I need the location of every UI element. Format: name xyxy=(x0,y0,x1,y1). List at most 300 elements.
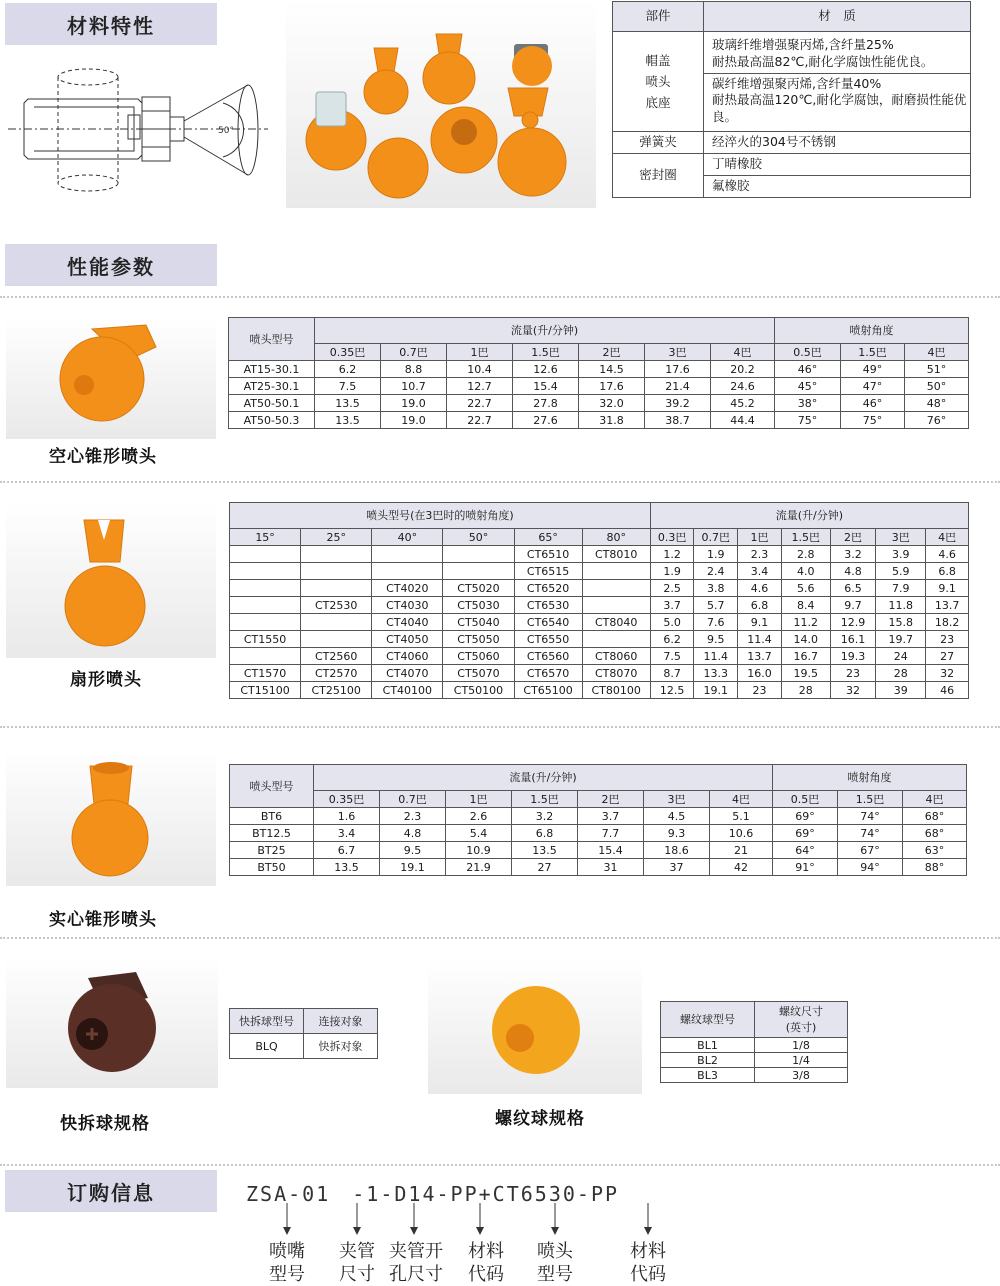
pressure-header: 2巴 xyxy=(579,344,645,361)
table-cell: 11.4 xyxy=(694,648,738,665)
table-cell: 11.2 xyxy=(781,614,830,631)
table-cell: 5.6 xyxy=(781,580,830,597)
quick-release-ball-photo xyxy=(6,958,218,1088)
label-line: 喷嘴 xyxy=(269,1241,305,1262)
table-cell xyxy=(301,563,372,580)
col-header-model: 螺纹球型号 xyxy=(661,1002,755,1038)
table-cell: 10.6 xyxy=(710,825,773,842)
order-label-nozzle-model xyxy=(257,1240,317,1286)
table-cell: 2.3 xyxy=(380,808,446,825)
col-header-flow: 流量(升/分钟) xyxy=(314,765,773,791)
table-cell: 27 xyxy=(512,859,578,876)
table-row xyxy=(230,580,969,597)
table-cell xyxy=(372,546,443,563)
table-cell: 46° xyxy=(841,395,905,412)
table-cell: AT50-50.1 xyxy=(229,395,315,412)
table-cell: 27 xyxy=(926,648,969,665)
table-cell: 46 xyxy=(926,682,969,699)
table-cell: 45.2 xyxy=(711,395,775,412)
table-cell: 21 xyxy=(710,842,773,859)
table-cell: CT4060 xyxy=(372,648,443,665)
table-cell: 4.0 xyxy=(781,563,830,580)
table-cell: 3.8 xyxy=(694,580,738,597)
table-cell: 3.7 xyxy=(578,808,644,825)
col-header-material: 材 质 xyxy=(704,2,971,32)
arrow-down-icon xyxy=(643,1203,653,1236)
table-cell: 24.6 xyxy=(711,378,775,395)
col-header-flow: 流量(升/分钟) xyxy=(315,318,775,344)
angle-header: 25° xyxy=(301,529,372,546)
table-cell: BT50 xyxy=(230,859,314,876)
table-cell: 7.5 xyxy=(650,648,694,665)
table-cell: 9.1 xyxy=(738,614,782,631)
table-cell: 8.8 xyxy=(381,361,447,378)
table-cell: CT5020 xyxy=(443,580,514,597)
table-cell: 76° xyxy=(905,412,969,429)
table-cell: 9.7 xyxy=(830,597,876,614)
pressure-header: 3巴 xyxy=(876,529,926,546)
table-cell: 7.6 xyxy=(694,614,738,631)
nozzle-parts-photo xyxy=(286,0,596,208)
table-row xyxy=(230,825,967,842)
table-cell: CT8070 xyxy=(582,665,650,682)
table-cell: 5.4 xyxy=(446,825,512,842)
table-cell: 39 xyxy=(876,682,926,699)
table-cell: 17.6 xyxy=(579,378,645,395)
table-row xyxy=(230,859,967,876)
table-cell xyxy=(230,580,301,597)
table-cell: 63° xyxy=(903,842,967,859)
table-cell: 3.9 xyxy=(876,546,926,563)
angle-header: 65° xyxy=(514,529,582,546)
table-cell: 68° xyxy=(903,825,967,842)
table-cell: 94° xyxy=(838,859,903,876)
angle-pressure-header: 0.5巴 xyxy=(775,344,841,361)
part-seal: 密封圈 xyxy=(613,154,704,198)
hollow-cone-table xyxy=(228,317,969,429)
table-cell xyxy=(582,580,650,597)
table-cell: 38.7 xyxy=(645,412,711,429)
table-cell: 68° xyxy=(903,808,967,825)
materials-table xyxy=(612,1,971,198)
table-cell: 1.9 xyxy=(694,546,738,563)
table-cell: 11.4 xyxy=(738,631,782,648)
table-cell: 快拆对象 xyxy=(304,1034,378,1059)
table-cell: 14.0 xyxy=(781,631,830,648)
table-cell: 47° xyxy=(841,378,905,395)
table-cell: BLQ xyxy=(230,1034,304,1059)
thread-ball-table xyxy=(660,1001,848,1083)
table-row xyxy=(230,546,969,563)
table-cell: 2.5 xyxy=(650,580,694,597)
pressure-header: 0.35巴 xyxy=(315,344,381,361)
pressure-header: 1巴 xyxy=(738,529,782,546)
table-cell: CT8010 xyxy=(582,546,650,563)
table-cell: CT5050 xyxy=(443,631,514,648)
table-cell: 2.4 xyxy=(694,563,738,580)
table-cell: 9.5 xyxy=(380,842,446,859)
pressure-header: 4巴 xyxy=(711,344,775,361)
arrow-down-icon xyxy=(409,1203,419,1236)
col-header-flow: 流量(升/分钟) xyxy=(650,503,968,529)
order-label-nozzle-type xyxy=(525,1240,585,1286)
hollow-cone-nozzle-photo xyxy=(6,317,216,439)
table-cell: 32 xyxy=(926,665,969,682)
divider xyxy=(0,481,1000,483)
pressure-header: 4巴 xyxy=(926,529,969,546)
table-row xyxy=(230,648,969,665)
table-cell xyxy=(372,563,443,580)
table-row xyxy=(230,808,967,825)
table-cell: AT50-50.3 xyxy=(229,412,315,429)
table-cell: 5.0 xyxy=(650,614,694,631)
table-cell: 13.5 xyxy=(315,395,381,412)
table-cell: CT25100 xyxy=(301,682,372,699)
part-base: 底座 xyxy=(645,95,671,111)
table-cell: 13.5 xyxy=(314,859,380,876)
pressure-header: 3巴 xyxy=(645,344,711,361)
table-cell: 17.6 xyxy=(645,361,711,378)
table-cell xyxy=(582,563,650,580)
material-spring-clip: 经淬火的304号不锈钢 xyxy=(704,132,971,154)
table-cell: 23 xyxy=(738,682,782,699)
table-cell: CT6550 xyxy=(514,631,582,648)
hollow-cone-caption: 空心锥形喷头 xyxy=(49,447,157,467)
table-cell xyxy=(230,563,301,580)
table-cell: 24 xyxy=(876,648,926,665)
table-cell: 6.2 xyxy=(315,361,381,378)
table-cell: 5.9 xyxy=(876,563,926,580)
fan-caption: 扇形喷头 xyxy=(70,670,142,690)
table-row xyxy=(229,412,969,429)
table-cell: 6.8 xyxy=(512,825,578,842)
table-cell: BT12.5 xyxy=(230,825,314,842)
order-label-material-code-2 xyxy=(618,1240,678,1286)
pressure-header: 1.5巴 xyxy=(512,791,578,808)
col-header-thread-size xyxy=(755,1002,848,1038)
pressure-header: 2巴 xyxy=(830,529,876,546)
table-cell: 75° xyxy=(841,412,905,429)
table-cell: 45° xyxy=(775,378,841,395)
table-cell: CT6520 xyxy=(514,580,582,597)
table-cell: CT2530 xyxy=(301,597,372,614)
table-cell: 19.1 xyxy=(380,859,446,876)
table-cell: 15.8 xyxy=(876,614,926,631)
table-cell: 46° xyxy=(775,361,841,378)
table-cell: 13.5 xyxy=(315,412,381,429)
table-cell: 74° xyxy=(838,808,903,825)
table-cell: CT4020 xyxy=(372,580,443,597)
quick-ball-table xyxy=(229,1008,378,1059)
table-row xyxy=(661,1053,848,1068)
table-cell: 1/4 xyxy=(755,1053,848,1068)
table-row xyxy=(230,1034,378,1059)
table-cell: BT6 xyxy=(230,808,314,825)
label-line: 代码 xyxy=(630,1264,666,1285)
label-line: 孔尺寸 xyxy=(389,1264,443,1285)
table-cell: 3.7 xyxy=(650,597,694,614)
table-cell: 3.2 xyxy=(830,546,876,563)
table-cell: CT80100 xyxy=(582,682,650,699)
material-line: 耐热最高温120℃,耐化学腐蚀，耐磨损性能优良。 xyxy=(712,92,967,125)
part-cap: 帽盖 xyxy=(645,52,671,68)
table-cell: CT8060 xyxy=(582,648,650,665)
angle-pressure-header: 1.5巴 xyxy=(838,791,903,808)
table-cell: 3.2 xyxy=(512,808,578,825)
table-row xyxy=(230,665,969,682)
table-cell: CT6540 xyxy=(514,614,582,631)
table-cell: 28 xyxy=(781,682,830,699)
table-cell: 32 xyxy=(830,682,876,699)
table-cell: 7.5 xyxy=(315,378,381,395)
divider xyxy=(0,726,1000,728)
table-cell: CT8040 xyxy=(582,614,650,631)
table-cell: CT15100 xyxy=(230,682,301,699)
table-cell: 8.4 xyxy=(781,597,830,614)
table-cell: CT6515 xyxy=(514,563,582,580)
table-cell: CT4070 xyxy=(372,665,443,682)
material-seal-2: 氟橡胶 xyxy=(704,176,971,198)
table-cell: 37 xyxy=(644,859,710,876)
col-header-model: 喷头型号(在3巴时的喷射角度) xyxy=(230,503,651,529)
table-cell: 42 xyxy=(710,859,773,876)
table-cell: 19.0 xyxy=(381,395,447,412)
table-cell: 51° xyxy=(905,361,969,378)
table-cell: 11.8 xyxy=(876,597,926,614)
table-cell: 13.3 xyxy=(694,665,738,682)
table-cell xyxy=(301,631,372,648)
order-label-clamp-size xyxy=(327,1240,387,1286)
table-cell: BL2 xyxy=(661,1053,755,1068)
table-cell: 15.4 xyxy=(578,842,644,859)
table-cell: 22.7 xyxy=(447,412,513,429)
table-cell xyxy=(582,597,650,614)
table-cell: CT5030 xyxy=(443,597,514,614)
angle-header: 15° xyxy=(230,529,301,546)
material-seal-1: 丁晴橡胶 xyxy=(704,154,971,176)
label-line: 代码 xyxy=(468,1264,504,1285)
table-cell: 4.8 xyxy=(830,563,876,580)
table-cell: CT1570 xyxy=(230,665,301,682)
table-row xyxy=(661,1068,848,1083)
table-cell: CT6570 xyxy=(514,665,582,682)
table-cell: 1.2 xyxy=(650,546,694,563)
solid-cone-caption: 实心锥形喷头 xyxy=(49,910,157,930)
pressure-header: 1.5巴 xyxy=(781,529,830,546)
thread-size-label: 螺纹尺寸 xyxy=(779,1005,823,1019)
table-row xyxy=(230,563,969,580)
table-row xyxy=(230,614,969,631)
table-cell: 7.7 xyxy=(578,825,644,842)
table-row xyxy=(229,378,969,395)
table-cell: 28 xyxy=(876,665,926,682)
order-label-clamp-hole xyxy=(384,1240,448,1286)
table-cell: 27.6 xyxy=(513,412,579,429)
divider xyxy=(0,296,1000,298)
table-cell xyxy=(443,546,514,563)
table-cell: 44.4 xyxy=(711,412,775,429)
table-cell: 13.5 xyxy=(512,842,578,859)
col-header-angle: 喷射角度 xyxy=(775,318,969,344)
table-cell xyxy=(230,546,301,563)
table-cell: 16.0 xyxy=(738,665,782,682)
arrow-down-icon xyxy=(550,1203,560,1236)
table-cell: 18.6 xyxy=(644,842,710,859)
order-label-material-code xyxy=(456,1240,516,1286)
table-cell: CT50100 xyxy=(443,682,514,699)
col-header-model: 快拆球型号 xyxy=(230,1009,304,1034)
table-cell: 67° xyxy=(838,842,903,859)
label-line: 材料 xyxy=(630,1241,666,1262)
table-cell: 22.7 xyxy=(447,395,513,412)
pressure-header: 3巴 xyxy=(644,791,710,808)
angle-header: 80° xyxy=(582,529,650,546)
material-line: 碳纤维增强聚丙烯,含纤量40% xyxy=(712,75,882,91)
table-cell: 1.6 xyxy=(314,808,380,825)
table-cell: 74° xyxy=(838,825,903,842)
table-cell: CT4040 xyxy=(372,614,443,631)
table-cell: BT25 xyxy=(230,842,314,859)
angle-header: 40° xyxy=(372,529,443,546)
table-cell: 12.5 xyxy=(650,682,694,699)
angle-pressure-header: 4巴 xyxy=(903,791,967,808)
fan-nozzle-table xyxy=(229,502,969,699)
col-header-angle: 喷射角度 xyxy=(773,765,967,791)
table-cell xyxy=(301,614,372,631)
table-cell: 31 xyxy=(578,859,644,876)
table-cell: 12.9 xyxy=(830,614,876,631)
arrow-down-icon xyxy=(475,1203,485,1236)
table-cell: 10.4 xyxy=(447,361,513,378)
table-cell: CT5040 xyxy=(443,614,514,631)
table-cell: 9.3 xyxy=(644,825,710,842)
table-cell: AT25-30.1 xyxy=(229,378,315,395)
part-nozzle: 喷头 xyxy=(645,73,671,89)
table-cell: 23 xyxy=(926,631,969,648)
table-cell: 69° xyxy=(773,825,838,842)
material-line: 玻璃纤维增强聚丙烯,含纤量25% xyxy=(712,36,894,52)
table-cell: 15.4 xyxy=(513,378,579,395)
divider xyxy=(0,937,1000,939)
table-cell: 50° xyxy=(905,378,969,395)
table-cell: 19.1 xyxy=(694,682,738,699)
thread-ball-caption: 螺纹球规格 xyxy=(495,1109,585,1129)
table-row xyxy=(229,395,969,412)
col-header-connect: 连接对象 xyxy=(304,1009,378,1034)
table-cell: 4.5 xyxy=(644,808,710,825)
table-cell: 3.4 xyxy=(738,563,782,580)
pressure-header: 1.5巴 xyxy=(513,344,579,361)
solid-cone-table xyxy=(229,764,967,876)
section-title-performance: 性能参数 xyxy=(5,244,217,286)
table-cell xyxy=(443,563,514,580)
angle-pressure-header: 0.5巴 xyxy=(773,791,838,808)
label-line: 夹管开 xyxy=(389,1241,443,1262)
thread-ball-photo xyxy=(428,960,642,1094)
table-cell: 2.3 xyxy=(738,546,782,563)
table-row xyxy=(229,361,969,378)
table-cell: 27.8 xyxy=(513,395,579,412)
table-cell: 31.8 xyxy=(579,412,645,429)
col-header-model: 喷头型号 xyxy=(229,318,315,361)
table-cell: 91° xyxy=(773,859,838,876)
table-cell: 19.5 xyxy=(781,665,830,682)
table-cell: 21.4 xyxy=(645,378,711,395)
table-cell: 18.2 xyxy=(926,614,969,631)
table-cell: CT4050 xyxy=(372,631,443,648)
table-cell: 12.7 xyxy=(447,378,513,395)
table-cell: BL1 xyxy=(661,1038,755,1053)
table-cell: CT5060 xyxy=(443,648,514,665)
thread-size-unit: (英寸) xyxy=(785,1020,817,1034)
label-line: 喷头 xyxy=(537,1241,573,1262)
section-title-ordering: 订购信息 xyxy=(5,1170,217,1212)
col-header-model: 喷头型号 xyxy=(230,765,314,808)
table-cell: CT40100 xyxy=(372,682,443,699)
table-cell: 6.8 xyxy=(738,597,782,614)
arrow-down-icon xyxy=(282,1203,292,1236)
table-cell: 1/8 xyxy=(755,1038,848,1053)
pressure-header: 1巴 xyxy=(446,791,512,808)
quick-ball-caption: 快拆球规格 xyxy=(60,1114,150,1134)
table-cell: 8.7 xyxy=(650,665,694,682)
table-cell: 88° xyxy=(903,859,967,876)
label-line: 尺寸 xyxy=(339,1264,375,1285)
table-cell: 2.8 xyxy=(781,546,830,563)
table-cell xyxy=(301,546,372,563)
table-cell: CT6560 xyxy=(514,648,582,665)
table-row xyxy=(661,1038,848,1053)
table-cell: 16.1 xyxy=(830,631,876,648)
table-cell: 39.2 xyxy=(645,395,711,412)
angle-header: 50° xyxy=(443,529,514,546)
divider xyxy=(0,1164,1000,1166)
table-cell: 13.7 xyxy=(738,648,782,665)
table-cell: 69° xyxy=(773,808,838,825)
table-cell: 19.3 xyxy=(830,648,876,665)
part-cell-cap xyxy=(613,32,704,132)
table-cell: 49° xyxy=(841,361,905,378)
pressure-header: 0.7巴 xyxy=(694,529,738,546)
arrow-down-icon xyxy=(352,1203,362,1236)
angle-label: 50° xyxy=(218,126,234,136)
table-cell: 6.2 xyxy=(650,631,694,648)
label-line: 夹管 xyxy=(339,1241,375,1262)
table-cell: 64° xyxy=(773,842,838,859)
table-cell: 9.5 xyxy=(694,631,738,648)
material-cell-cap xyxy=(704,32,971,132)
table-cell: 16.7 xyxy=(781,648,830,665)
table-cell: AT15-30.1 xyxy=(229,361,315,378)
table-row xyxy=(230,682,969,699)
table-row xyxy=(230,631,969,648)
table-cell: 38° xyxy=(775,395,841,412)
table-cell: 20.2 xyxy=(711,361,775,378)
table-cell: CT2560 xyxy=(301,648,372,665)
table-cell xyxy=(301,580,372,597)
part-spring-clip: 弹簧夹 xyxy=(613,132,704,154)
label-line: 材料 xyxy=(468,1241,504,1262)
table-cell: 19.0 xyxy=(381,412,447,429)
pressure-header: 2巴 xyxy=(578,791,644,808)
table-cell: 48° xyxy=(905,395,969,412)
table-cell: 32.0 xyxy=(579,395,645,412)
table-row xyxy=(230,842,967,859)
table-cell: 19.7 xyxy=(876,631,926,648)
table-cell: 10.9 xyxy=(446,842,512,859)
table-cell xyxy=(230,614,301,631)
table-cell: 6.5 xyxy=(830,580,876,597)
